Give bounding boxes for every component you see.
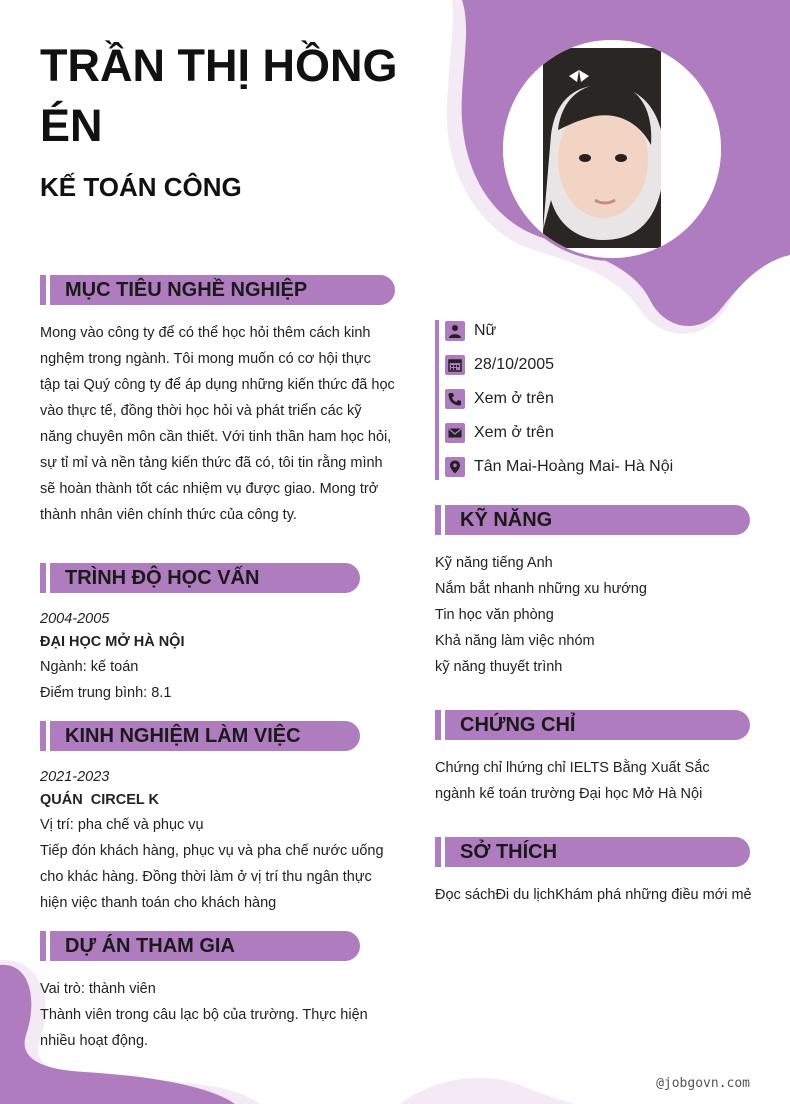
watermark: @jobgovn.com xyxy=(656,1076,750,1091)
section-experience-heading xyxy=(40,721,360,751)
hobbies-text: Đọc sáchĐi du lịchKhám phá những điều mới mẻ xyxy=(435,887,752,903)
candidate-name: TRẦN THỊ HỒNG ÉN xyxy=(40,40,398,151)
experience-period: 2021-2023 xyxy=(40,769,110,785)
gender-value: Nữ xyxy=(474,322,497,339)
section-objective-heading xyxy=(40,275,395,305)
location-pin-icon xyxy=(445,457,465,477)
education-major: Ngành: kế toán xyxy=(40,659,139,675)
section-title: KỸ NĂNG xyxy=(460,509,553,531)
section-education-heading xyxy=(40,563,360,593)
phone-value: Xem ở trên xyxy=(474,390,554,407)
section-hobbies-heading xyxy=(435,837,750,867)
contact-divider xyxy=(435,320,439,480)
section-projects-heading xyxy=(40,931,360,961)
email-value: Xem ở trên xyxy=(474,424,554,441)
phone-icon xyxy=(445,389,465,409)
bottom-right-blob xyxy=(400,1078,575,1104)
education-period: 2004-2005 xyxy=(40,611,110,627)
experience-company: QUÁN CIRCEL K xyxy=(40,792,159,808)
section-title: CHỨNG CHỈ xyxy=(460,714,576,736)
education-gpa: Điểm trung bình: 8.1 xyxy=(40,685,172,701)
project-role: Vai trò: thành viên xyxy=(40,981,156,997)
skill-item: kỹ năng thuyết trình xyxy=(435,659,563,675)
objective-text: Mong vào công ty để có thể học hỏi thêm cách kinh nghệm trong ngành. Tôi mong muốn có cơ hội thực tập tại Quý công ty để áp dụng những kiến thức đã học vào thực tế, đồng thời học hỏi và phát triển các kỹ năng chuyên môn cần thiết. Với tinh thần ham học hỏi, sự tỉ mỉ và nền tảng kiến thức đã có, tôi tin rằng mình sẽ hoàn thành tốt các nhiệm vụ được giao. Mong trở thành nhân viên chính thức của công ty. xyxy=(40,325,395,523)
section-title: TRÌNH ĐỘ HỌC VẤN xyxy=(65,567,260,589)
experience-position: Vị trí: pha chế và phục vụ xyxy=(40,817,204,833)
skill-item: Tin học văn phòng xyxy=(435,607,554,623)
email-icon xyxy=(445,423,465,443)
skill-item: Nắm bắt nhanh những xu hướng xyxy=(435,581,647,597)
project-description: Thành viên trong câu lạc bộ của trường. Thực hiện nhiều hoạt động. xyxy=(40,1007,368,1049)
job-title: KẾ TOÁN CÔNG xyxy=(40,172,242,202)
education-school: ĐẠI HỌC MỞ HÀ NỘI xyxy=(40,634,185,650)
birthday-value: 28/10/2005 xyxy=(474,356,555,373)
section-title: KINH NGHIỆM LÀM VIỆC xyxy=(65,725,301,747)
address-value: Tân Mai-Hoàng Mai- Hà Nội xyxy=(474,458,674,475)
calendar-icon xyxy=(445,355,465,375)
section-title: DỰ ÁN THAM GIA xyxy=(65,935,235,957)
experience-description: Tiếp đón khách hàng, phục vụ và pha chế nước uống cho khác hàng. Đồng thời làm ở vị trí thu ngân thực hiện việc thanh toán cho khách hàng xyxy=(40,843,384,911)
avatar xyxy=(500,37,724,261)
section-title: MỤC TIÊU NGHỀ NGHIỆP xyxy=(65,279,308,301)
skill-item: Kỹ năng tiếng Anh xyxy=(435,555,553,571)
skill-item: Khả năng làm việc nhóm xyxy=(435,633,595,649)
person-icon xyxy=(445,321,465,341)
profile-photo xyxy=(503,40,721,258)
certificates-text: Chứng chỉ lhứng chỉ IELTS Bằng Xuất Sắc ngành kế toán trường Đại học Mở Hà Nội xyxy=(435,760,710,802)
section-title: SỞ THÍCH xyxy=(460,841,558,863)
section-certificates-heading xyxy=(435,710,750,740)
section-skills-heading xyxy=(435,505,750,535)
